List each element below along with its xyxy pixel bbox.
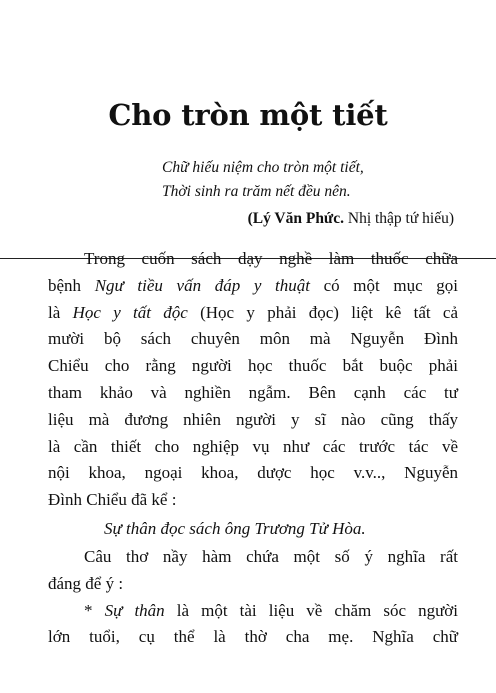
body-line: mười bộ sách chuyên môn mà Nguyễn Đình — [48, 329, 458, 349]
body-line — [48, 598, 458, 625]
body-line: Câu thơ nầy hàm chứa một số ý nghĩa rất — [84, 546, 458, 566]
text-run: là — [48, 302, 73, 322]
book-title: Ngư tiều vấn đáp y thuật — [94, 275, 310, 295]
body-line: lớn tuổi, cụ thể là thờ cha mẹ. Nghĩa chữ — [48, 627, 458, 647]
text-run: là một tài liệu về chăm sóc người — [164, 600, 459, 620]
epigraph-line-2: Thời sinh ra trăm nết đều nên. — [162, 183, 351, 200]
body-line: Đình Chiểu đã kể : — [48, 490, 177, 510]
body-line — [48, 300, 458, 327]
text-run: * — [84, 600, 105, 620]
body-text — [48, 246, 458, 651]
attribution-author: (Lý Văn Phức. — [247, 210, 344, 227]
text-run: có một mục gọi — [310, 275, 459, 295]
attribution-work: Nhị thập tứ hiếu) — [347, 210, 454, 227]
body-line: liệu mà đương nhiên người y sĩ nào cũng thấy — [48, 409, 458, 429]
book-title: Học y tất độc — [72, 302, 188, 322]
chapter-title: Cho tròn một tiết — [108, 98, 388, 132]
body-line: Chiểu cho rằng người học thuốc bắt buộc phải — [48, 356, 458, 376]
body-line: là cần thiết cho nghiệp vụ như các trước tác về — [48, 436, 458, 456]
verse-quote: Sự thân đọc sách ông Trương Tử Hòa. — [104, 518, 366, 538]
text-run: bệnh — [48, 275, 95, 295]
body-line: nội khoa, ngoại khoa, dược học v.v.., Nguyễn — [48, 463, 458, 483]
epigraph-attribution — [124, 206, 454, 232]
body-line: đáng để ý : — [48, 573, 124, 593]
book-title: Sự thân — [104, 600, 165, 620]
epigraph-line-1: Chữ hiếu niệm cho tròn một tiết, — [162, 159, 364, 176]
epigraph — [124, 156, 454, 232]
body-line: tham khảo và nghiền ngẫm. Bên cạnh các tư — [48, 382, 458, 402]
body-line: Trong cuốn sách dạy nghề làm thuốc chữa — [84, 249, 458, 268]
text-run: (Học y phải đọc) liệt kê tất cả — [187, 302, 458, 322]
body-line — [48, 273, 458, 300]
